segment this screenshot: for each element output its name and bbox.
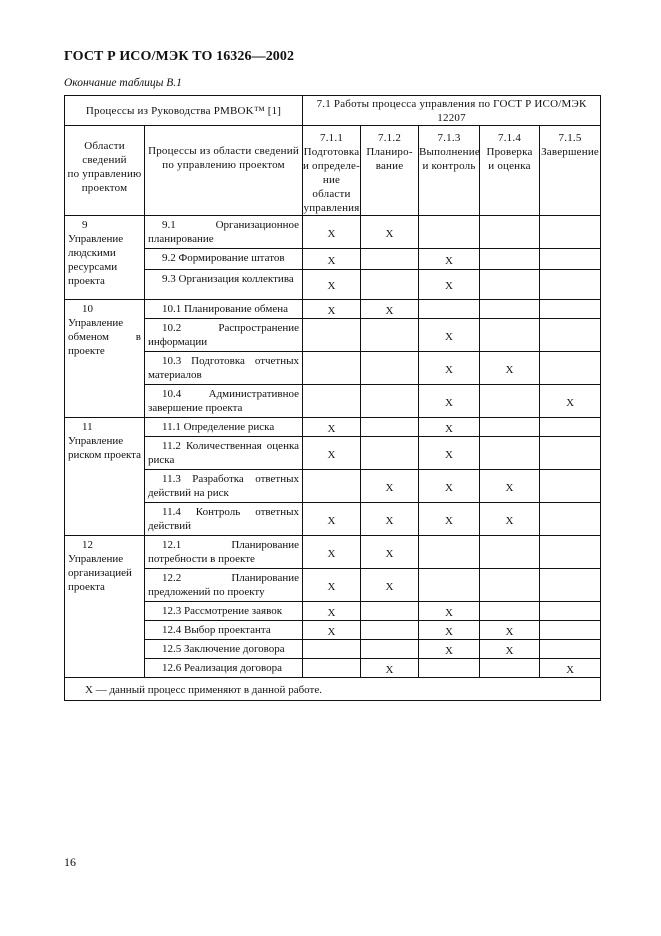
table-row	[65, 659, 601, 678]
applicability-cell	[303, 569, 361, 602]
applicability-cell	[540, 536, 601, 569]
applicability-cell	[419, 352, 480, 385]
table-row	[65, 640, 601, 659]
work-column-header	[361, 126, 419, 216]
applicability-cell	[540, 216, 601, 249]
applicability-cell	[540, 352, 601, 385]
applicability-mark: X	[327, 448, 336, 461]
work-label-line: вание	[375, 160, 404, 172]
process-label: 12.3 Рассмотрение заявок	[162, 605, 283, 617]
applicability-mark: X	[505, 363, 514, 376]
table-row	[65, 300, 601, 319]
applicability-cell	[361, 437, 419, 470]
applicability-mark: X	[327, 304, 336, 317]
work-label-line: Завершение	[541, 146, 599, 158]
work-label-line: и контроль	[422, 160, 476, 172]
applicability-cell	[361, 216, 419, 249]
applicability-mark: X	[505, 644, 514, 657]
process-name	[145, 300, 303, 319]
work-label-line: Проверка	[486, 146, 533, 158]
applicability-cell	[540, 640, 601, 659]
applicability-cell	[480, 536, 540, 569]
applicability-cell	[480, 470, 540, 503]
process-label: 11.2 Количественная оценка риска	[148, 440, 300, 466]
applicability-cell	[303, 536, 361, 569]
table-row	[65, 470, 601, 503]
applicability-cell	[361, 569, 419, 602]
applicability-cell	[303, 216, 361, 249]
applicability-cell	[361, 470, 419, 503]
applicability-cell	[419, 319, 480, 352]
applicability-cell	[480, 418, 540, 437]
pmbok-header: Процессы из Руководства PMBOK™ [1]	[65, 96, 303, 126]
work-column-header	[419, 126, 480, 216]
applicability-cell	[419, 249, 480, 270]
footnote: X — данный процесс применяют в данной работе.	[65, 678, 601, 701]
applicability-cell	[361, 270, 419, 300]
knowledge-area-label: 11 Управление риском проекта	[68, 421, 141, 461]
applicability-mark: X	[327, 422, 336, 435]
applicability-mark: X	[327, 580, 336, 593]
process-label: 9.3 Организация коллектива	[162, 273, 294, 285]
process-label: 9.2 Формирование штатов	[162, 252, 285, 264]
applicability-mark: X	[505, 481, 514, 494]
applicability-cell	[419, 385, 480, 418]
applicability-cell	[303, 352, 361, 385]
applicability-cell	[361, 352, 419, 385]
process-name	[145, 503, 303, 536]
applicability-cell	[303, 470, 361, 503]
applicability-cell	[419, 503, 480, 536]
applicability-mark: X	[327, 227, 336, 240]
work-label-line: управления	[303, 202, 360, 214]
applicability-cell	[361, 319, 419, 352]
process-name	[145, 216, 303, 249]
applicability-cell	[480, 319, 540, 352]
process-column-header	[145, 126, 303, 216]
applicability-mark: X	[327, 280, 336, 292]
applicability-cell	[303, 300, 361, 319]
applicability-cell	[361, 659, 419, 678]
table-body	[65, 96, 601, 701]
process-label: 11.1 Определение риска	[162, 421, 275, 433]
applicability-cell	[540, 418, 601, 437]
applicability-mark: X	[566, 663, 575, 676]
process-header-line: Процессы из области сведений	[148, 145, 299, 157]
applicability-cell	[540, 470, 601, 503]
applicability-mark: X	[385, 304, 394, 317]
applicability-mark: X	[505, 625, 514, 638]
knowledge-area-label: 10 Управление обменом в проекте	[68, 303, 141, 357]
applicability-mark: X	[566, 396, 575, 409]
process-name	[145, 621, 303, 640]
table-row	[65, 536, 601, 569]
work-number: 7.1.1	[320, 132, 344, 144]
applicability-cell	[303, 437, 361, 470]
applicability-mark: X	[445, 422, 453, 435]
applicability-cell	[480, 569, 540, 602]
applicability-cell	[419, 621, 480, 640]
work-label-line: и оценка	[488, 160, 531, 172]
table-row	[65, 418, 601, 437]
applicability-cell	[303, 659, 361, 678]
process-name	[145, 536, 303, 569]
table-row	[65, 319, 601, 352]
applicability-mark: X	[505, 514, 514, 527]
area-header-line: проектом	[81, 182, 128, 194]
process-name	[145, 352, 303, 385]
applicability-cell	[361, 536, 419, 569]
knowledge-area-label: 12 Управление организацией проекта	[68, 539, 132, 593]
process-label: 12.4 Выбор проектанта	[162, 624, 271, 636]
applicability-cell	[361, 621, 419, 640]
process-label: 12.1 Планирование потребности в проекте	[148, 539, 300, 565]
process-table	[64, 95, 601, 701]
applicability-cell	[540, 602, 601, 621]
table-row	[65, 503, 601, 536]
work-number: 7.1.4	[498, 132, 522, 144]
applicability-cell	[303, 319, 361, 352]
applicability-cell	[361, 300, 419, 319]
applicability-mark: X	[385, 580, 394, 593]
process-label: 10.4 Административное завершение проекта	[148, 388, 300, 414]
process-label: 12.5 Заключение договора	[162, 643, 285, 655]
process-label: 10.2 Распространение информации	[148, 322, 300, 348]
process-label: 9.1 Организационное планирование	[148, 219, 300, 245]
work-label-line: Подготовка	[303, 146, 360, 158]
applicability-mark: X	[445, 254, 453, 267]
process-label: 11.4 Контроль ответных действий	[148, 506, 300, 532]
table-row	[65, 602, 601, 621]
applicability-cell	[540, 621, 601, 640]
applicability-cell	[540, 319, 601, 352]
applicability-cell	[419, 300, 480, 319]
applicability-cell	[540, 385, 601, 418]
applicability-cell	[303, 270, 361, 300]
table-caption: Окончание таблицы В.1	[64, 77, 182, 89]
applicability-cell	[540, 270, 601, 300]
applicability-cell	[480, 640, 540, 659]
applicability-mark: X	[445, 644, 453, 657]
applicability-cell	[361, 249, 419, 270]
table-row	[65, 437, 601, 470]
applicability-cell	[419, 569, 480, 602]
applicability-cell	[303, 621, 361, 640]
applicability-cell	[303, 602, 361, 621]
applicability-cell	[480, 300, 540, 319]
area-header-line: Области	[84, 140, 125, 152]
applicability-cell	[480, 385, 540, 418]
process-name	[145, 470, 303, 503]
applicability-mark: X	[385, 547, 394, 560]
area-header-line: сведений	[82, 154, 127, 166]
applicability-mark: X	[327, 547, 336, 560]
process-name	[145, 437, 303, 470]
applicability-cell	[303, 418, 361, 437]
applicability-mark: X	[327, 514, 336, 527]
process-name	[145, 602, 303, 621]
applicability-cell	[361, 385, 419, 418]
process-name	[145, 569, 303, 602]
applicability-cell	[303, 385, 361, 418]
knowledge-area-label: 9 Управление людскими ресурсами проекта	[68, 219, 124, 287]
table-row	[65, 621, 601, 640]
applicability-cell	[480, 270, 540, 300]
work-label-line: ние области	[312, 174, 351, 200]
work-header: 7.1 Работы процесса управления по ГОСТ Р ИСО/МЭК 12207	[303, 96, 601, 126]
applicability-mark: X	[445, 280, 453, 292]
applicability-mark: X	[445, 363, 453, 376]
applicability-cell	[419, 602, 480, 621]
applicability-cell	[540, 503, 601, 536]
table-row	[65, 249, 601, 270]
process-label: 11.3 Разработка ответных действий на риск	[148, 473, 300, 499]
work-number: 7.1.5	[558, 132, 582, 144]
process-header-line: по управлению проектом	[162, 159, 285, 171]
knowledge-area	[65, 300, 145, 418]
applicability-cell	[419, 536, 480, 569]
process-label: 12.6 Реализация договора	[162, 662, 282, 674]
process-name	[145, 385, 303, 418]
applicability-cell	[303, 503, 361, 536]
applicability-mark: X	[385, 227, 394, 240]
work-label-line: Планиро-	[366, 146, 413, 158]
area-header-line: по управлению	[67, 168, 142, 180]
applicability-cell	[540, 569, 601, 602]
table-row	[65, 216, 601, 249]
work-number: 7.1.3	[437, 132, 461, 144]
applicability-mark: X	[445, 396, 453, 409]
applicability-cell	[540, 659, 601, 678]
applicability-cell	[419, 659, 480, 678]
table-row	[65, 385, 601, 418]
work-label-line: Выполнение	[419, 146, 480, 158]
applicability-cell	[419, 270, 480, 300]
applicability-mark: X	[445, 330, 453, 343]
process-label: 10.3 Подготовка отчетных материалов	[148, 355, 300, 381]
applicability-cell	[303, 249, 361, 270]
table-row	[65, 569, 601, 602]
applicability-cell	[419, 640, 480, 659]
page-number: 16	[64, 855, 76, 869]
process-name	[145, 270, 303, 300]
work-number: 7.1.2	[378, 132, 402, 144]
applicability-mark: X	[445, 625, 453, 638]
applicability-mark: X	[445, 448, 453, 461]
document-header: ГОСТ Р ИСО/МЭК ТО 16326—2002	[64, 49, 295, 64]
work-column-header	[303, 126, 361, 216]
applicability-cell	[540, 300, 601, 319]
work-column-header	[540, 126, 601, 216]
applicability-cell	[419, 216, 480, 249]
process-name	[145, 249, 303, 270]
applicability-cell	[361, 602, 419, 621]
applicability-cell	[361, 418, 419, 437]
applicability-mark: X	[327, 625, 336, 638]
applicability-cell	[419, 418, 480, 437]
applicability-cell	[480, 352, 540, 385]
table-row	[65, 352, 601, 385]
process-name	[145, 640, 303, 659]
work-column-header	[480, 126, 540, 216]
applicability-mark: X	[327, 606, 336, 619]
applicability-cell	[480, 437, 540, 470]
applicability-mark: X	[385, 663, 394, 676]
applicability-cell	[480, 621, 540, 640]
applicability-mark: X	[445, 514, 453, 527]
process-label: 12.2 Планирование предложений по проекту	[148, 572, 300, 598]
applicability-cell	[480, 602, 540, 621]
area-column-header	[65, 126, 145, 216]
applicability-cell	[480, 659, 540, 678]
applicability-mark: X	[385, 514, 394, 527]
knowledge-area	[65, 216, 145, 300]
applicability-mark: X	[327, 254, 336, 267]
applicability-cell	[540, 249, 601, 270]
applicability-cell	[480, 216, 540, 249]
process-name	[145, 319, 303, 352]
knowledge-area	[65, 418, 145, 536]
table-row	[65, 270, 601, 300]
footnote-row	[65, 678, 601, 701]
applicability-cell	[419, 470, 480, 503]
applicability-cell	[361, 640, 419, 659]
process-name	[145, 659, 303, 678]
applicability-cell	[540, 437, 601, 470]
applicability-cell	[361, 503, 419, 536]
applicability-cell	[480, 249, 540, 270]
process-name	[145, 418, 303, 437]
applicability-mark: X	[445, 606, 453, 619]
applicability-cell	[419, 437, 480, 470]
applicability-mark: X	[445, 481, 453, 494]
process-label: 10.1 Планирование обмена	[162, 303, 289, 315]
knowledge-area	[65, 536, 145, 678]
applicability-cell	[303, 640, 361, 659]
work-label-line: и определе-	[303, 160, 360, 172]
applicability-mark: X	[385, 481, 394, 494]
applicability-cell	[480, 503, 540, 536]
